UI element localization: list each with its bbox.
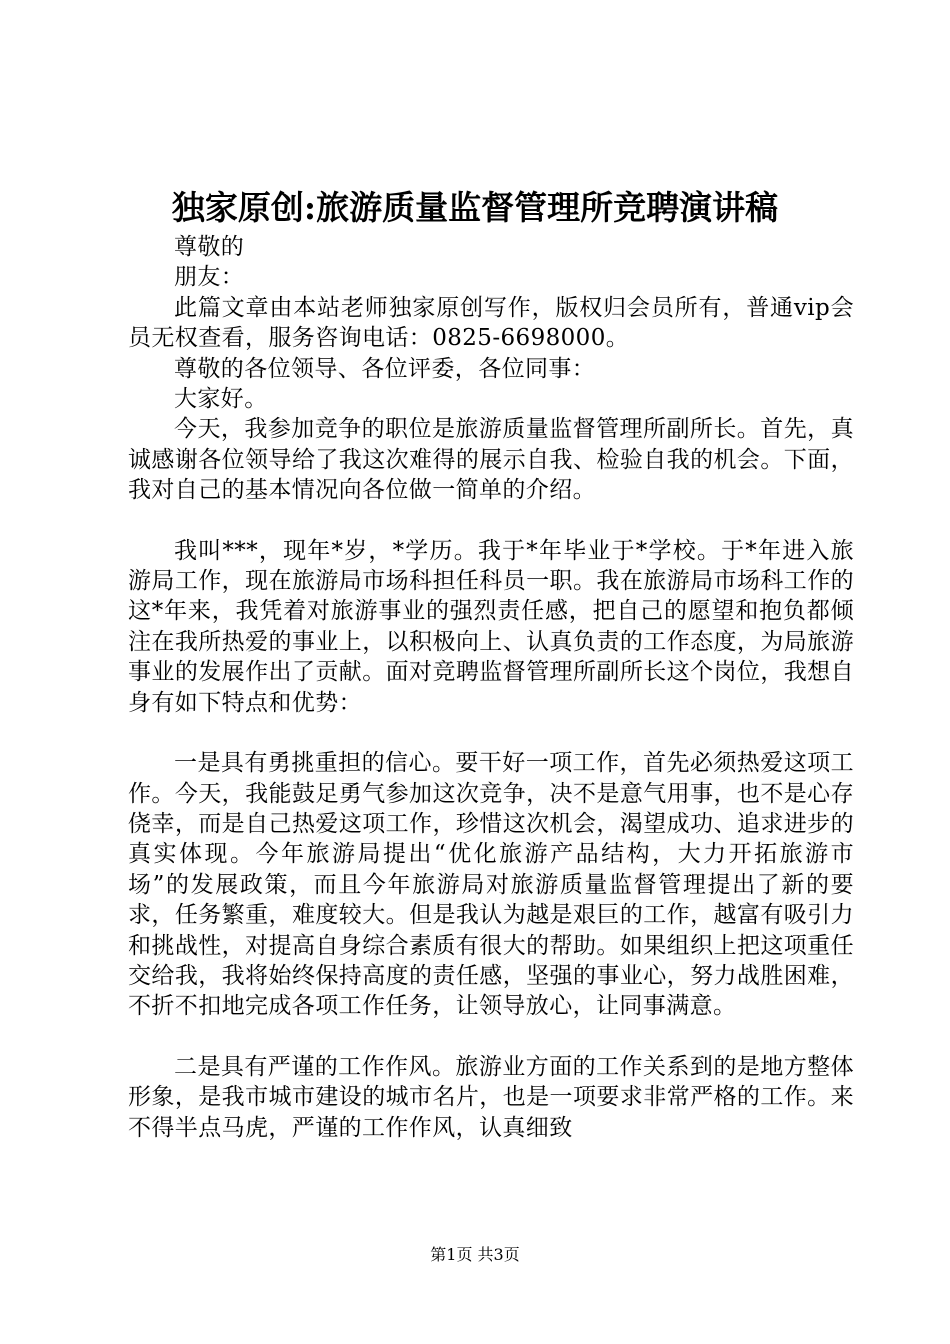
document-title: 独家原创:旅游质量监督管理所竞聘演讲稿 (171, 188, 779, 227)
point-two-paragraph: 二是具有严谨的工作作风。旅游业方面的工作关系到的是地方整体形象，是我市城市建设的城市名片，也是一项要求非常严格的工作。来不得半点马虎，严谨的工作作风，认真细致 (128, 1053, 854, 1141)
background-paragraph: 我叫***，现年*岁，*学历。我于*年毕业于*学校。于*年进入旅游局工作，现在旅游局市场科担任科员一职。我在旅游局市场科工作的这*年来，我凭着对旅游事业的强烈责任感，把自己的愿望和抱负都倾注在我所热爱的事业上，以积极向上、认真负责的工作态度，为局旅游事业的发展作出了贡献。面对竞聘监督管理所副所长这个岗位，我想自身有如下特点和优势： (128, 537, 854, 716)
greeting-audience: 尊敬的各位领导、各位评委，各位同事： (174, 355, 596, 382)
document-body (128, 232, 854, 1143)
greeting-hello: 大家好。 (174, 386, 268, 413)
salutation-line-1: 尊敬的 (174, 234, 245, 260)
page-number-footer: 第1页 共3页 (430, 1245, 520, 1264)
point-one-paragraph: 一是具有勇挑重担的信心。要干好一项工作，首先必须热爱这项工作。今天，我能鼓足勇气参加这次竞争，决不是意气用事，也不是心存侥幸，而是自己热爱这项工作，珍惜这次机会，渴望成功、追求进步的真实体现。今年旅游局提出“优化旅游产品结构，大力开拓旅游市场”的发展政策，而且今年旅游局对旅游质量监督管理提出了新的要求，任务繁重，难度较大。但是我认为越是艰巨的工作，越富有吸引力和挑战性，对提高自身综合素质有很大的帮助。如果组织上把这项重任交给我，我将始终保持高度的责任感，坚强的事业心，努力战胜困难，不折不扣地完成各项工作任务，让领导放心，让同事满意。 (128, 750, 854, 1020)
copyright-notice: 此篇文章由本站老师独家原创写作，版权归会员所有，普通vip会员无权查看，服务咨询电话：0825-6698000。 (128, 294, 854, 352)
intro-paragraph: 今天，我参加竞争的职位是旅游质量监督管理所副所长。首先，真诚感谢各位领导给了我这次难得的展示自我、检验自我的机会。下面，我对自己的基本情况向各位做一简单的介绍。 (128, 416, 854, 504)
salutation-line-2: 朋友： (174, 264, 245, 291)
